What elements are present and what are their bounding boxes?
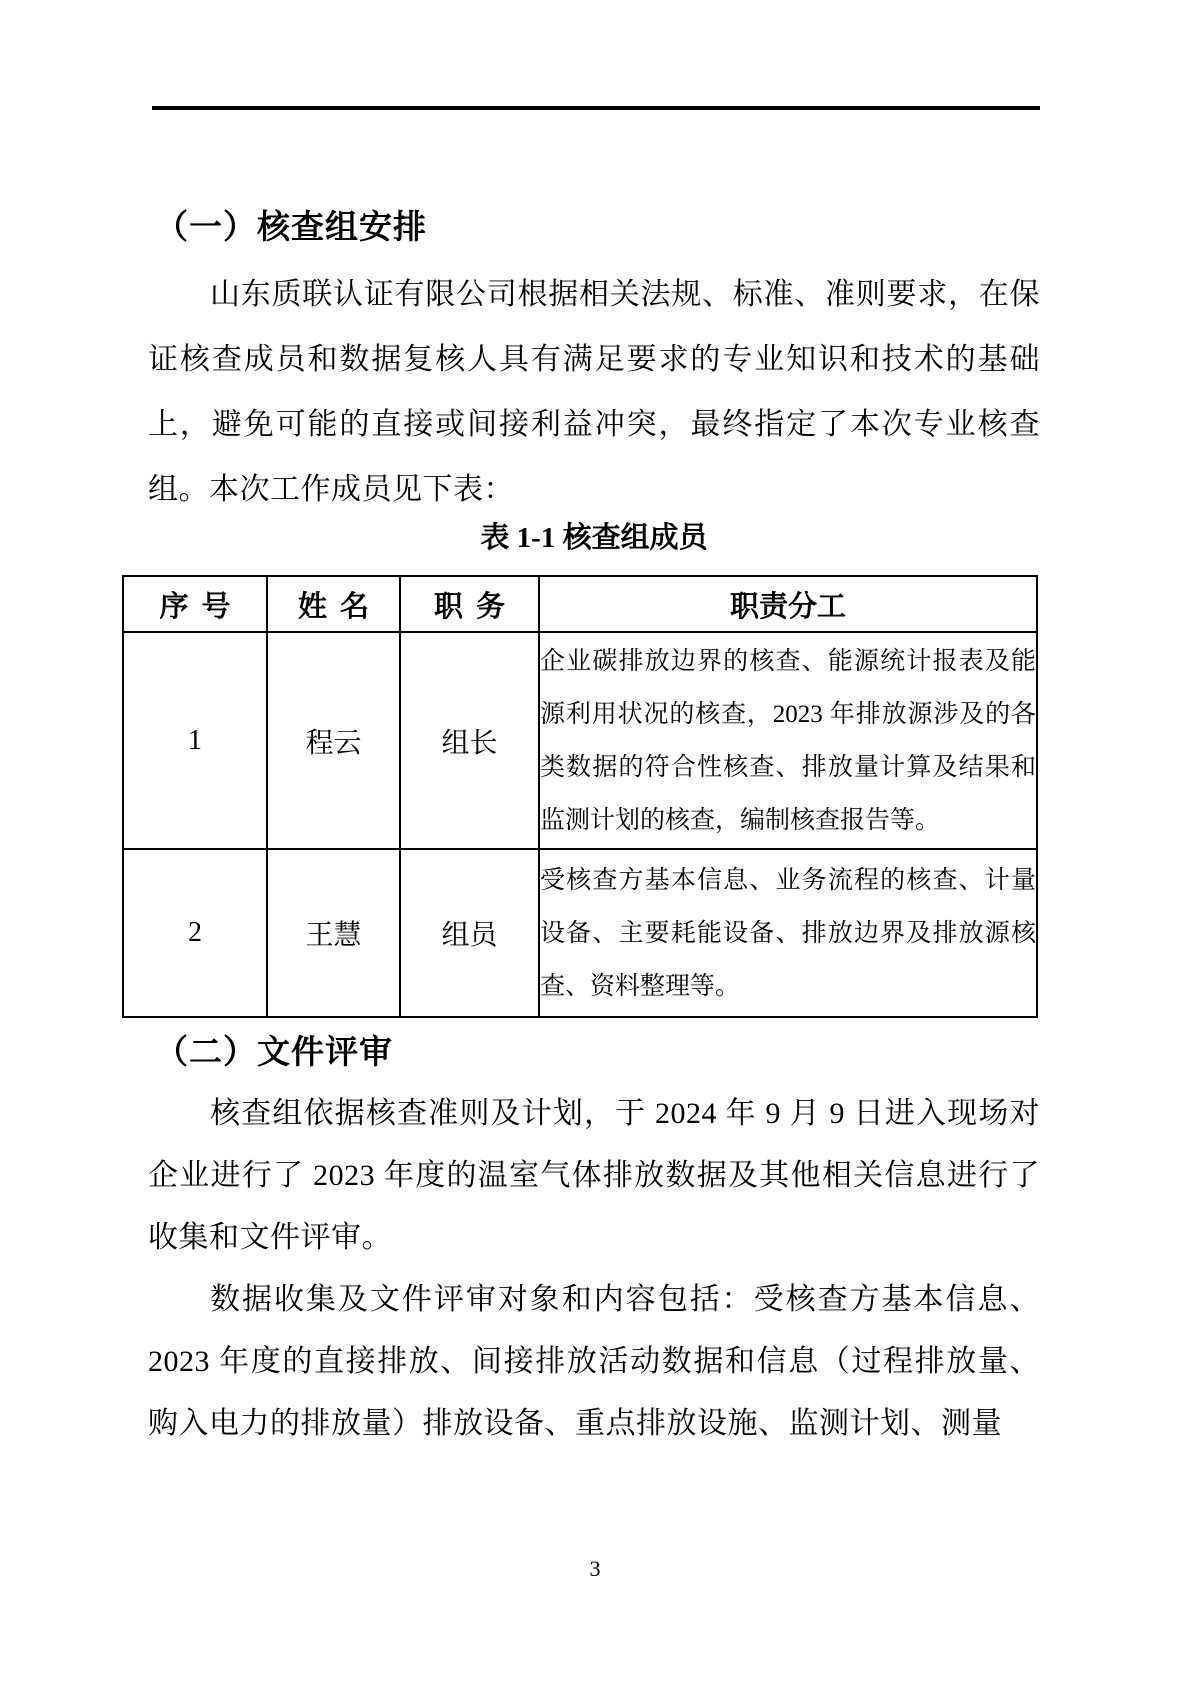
cell-name: 程云: [267, 632, 400, 849]
cell-role: 组长: [400, 632, 539, 849]
table-row: [123, 632, 1037, 849]
section-2-heading: （二）文件评审: [155, 1035, 393, 1071]
cell-no: 1: [123, 632, 267, 849]
table-caption: 表 1-1 核查组成员: [480, 522, 708, 554]
col-header-no: 序号: [123, 576, 267, 632]
page-number: 3: [589, 1556, 601, 1581]
section-1-paragraph: 山东质联认证有限公司根据相关法规、标准、准则要求，在保证核查成员和数据复核人具有满足要求的专业知识和技术的基础上，避免可能的直接或间接利益冲突，最终指定了本次专业核查组。本次工作成员见下表：: [148, 278, 1040, 506]
cell-role: 组员: [400, 849, 539, 1017]
section-2-body: [148, 1083, 1040, 1455]
cell-duty: 受核查方基本信息、业务流程的核查、计量设备、主要耗能设备、排放边界及排放源核查、资料整理等。: [539, 849, 1037, 1017]
header-rule: [152, 106, 1040, 110]
table-header-row: [123, 576, 1037, 632]
cell-name: 王慧: [267, 849, 400, 1017]
col-header-role: 职务: [400, 576, 539, 632]
section-2-paragraph-2: 数据收集及文件评审对象和内容包括：受核查方基本信息、2023 年度的直接排放、间接排放活动数据和信息（过程排放量、购入电力的排放量）排放设备、重点排放设施、监测计划、测量: [148, 1283, 1040, 1440]
cell-duty: 企业碳排放边界的核查、能源统计报表及能源利用状况的核查，2023 年排放源涉及的各类数据的符合性核查、排放量计算及结果和监测计划的核查，编制核查报告等。: [539, 632, 1037, 849]
col-header-duty: 职责分工: [539, 576, 1037, 632]
section-1-heading: （一）核查组安排: [155, 210, 427, 246]
section-2-paragraph-1: 核查组依据核查准则及计划，于 2024 年 9 月 9 日进入现场对企业进行了 2023 年度的温室气体排放数据及其他相关信息进行了收集和文件评审。: [148, 1097, 1040, 1254]
members-table: [122, 575, 1038, 1018]
table-row: [123, 849, 1037, 1017]
col-header-name: 姓名: [267, 576, 400, 632]
cell-no: 2: [123, 849, 267, 1017]
